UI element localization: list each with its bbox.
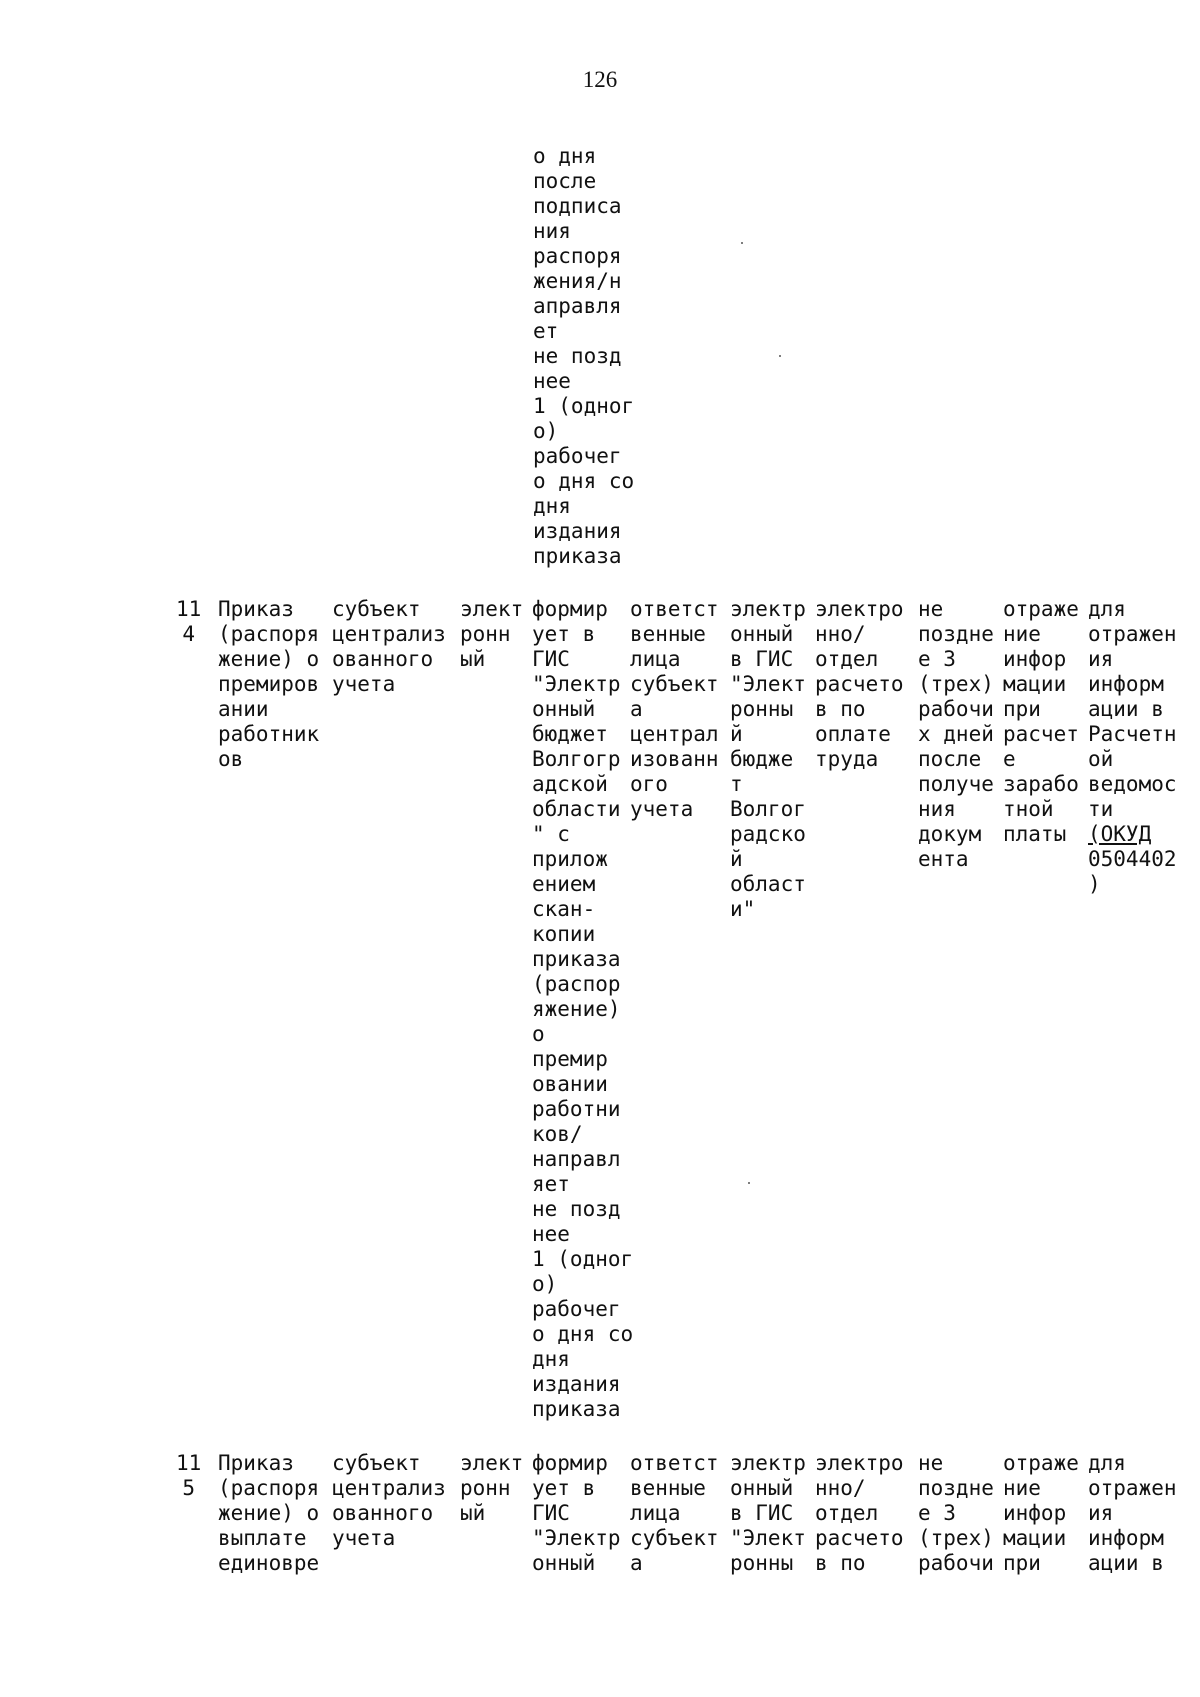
table-cell: отраже ние инфор мации при xyxy=(1003,1451,1079,1575)
table-cell: электр онный в ГИС "Элект ронны й бюдже т Волгог радско й област и" xyxy=(730,597,806,921)
table-cell: элект ронн ый xyxy=(460,1451,524,1525)
table-cell: электро нно/ отдел расчето в по xyxy=(815,1451,904,1575)
speck xyxy=(779,355,781,357)
speck xyxy=(748,1182,750,1184)
table-cell: ответст венные лица субъект а xyxy=(630,1451,719,1575)
table-cell: не поздне е 3 (трех) рабочи х дней после получе ния докум ента xyxy=(918,597,994,871)
speck xyxy=(741,242,743,244)
table-cell: формир ует в ГИС "Электр онный бюджет Волгогр адской области " с прилож ением скан- копии приказа (распор яжение) о премир овании работни ков/ направл яет не позд нее 1 (одног о) рабочег о дня со дня издания приказа xyxy=(532,597,634,1421)
table-cell: электр онный в ГИС "Элект ронны xyxy=(730,1451,806,1575)
table-cell: для отражен ия информ ации в Расчетн ой ведомос ти (ОКУД 0504402 ) xyxy=(1088,597,1177,896)
table-cell: отраже ние инфор мации при расчет е зарабо тной платы xyxy=(1003,597,1079,846)
table-cell: субъект централиз ованного учета xyxy=(332,597,446,696)
table-cell: Приказ (распоря жение) о премиров ании работник ов xyxy=(218,597,320,771)
table-cell: для отражен ия информ ации в xyxy=(1088,1451,1177,1575)
table-cell: формир ует в ГИС "Электр онный xyxy=(532,1451,621,1575)
table-cell: не поздне е 3 (трех) рабочи xyxy=(918,1451,994,1575)
page-number: 126 xyxy=(582,67,618,92)
table-cell: 11 4 xyxy=(176,597,202,646)
table-cell: элект ронн ый xyxy=(460,597,524,671)
table-cell: субъект централиз ованного учета xyxy=(332,1451,446,1550)
table-cell: электро нно/ отдел расчето в по оплате труда xyxy=(815,597,904,771)
table-cell: ответст венные лица субъект а централ изованн ого учета xyxy=(630,597,719,821)
continuation-cell: о дня после подписа ния распоря жения/н аправля ет не позд нее 1 (одног о) рабочег о дня со дня издания приказа xyxy=(533,144,635,568)
table-cell: 11 5 xyxy=(176,1451,202,1500)
table-cell: Приказ (распоря жение) о выплате единовре xyxy=(218,1451,320,1575)
